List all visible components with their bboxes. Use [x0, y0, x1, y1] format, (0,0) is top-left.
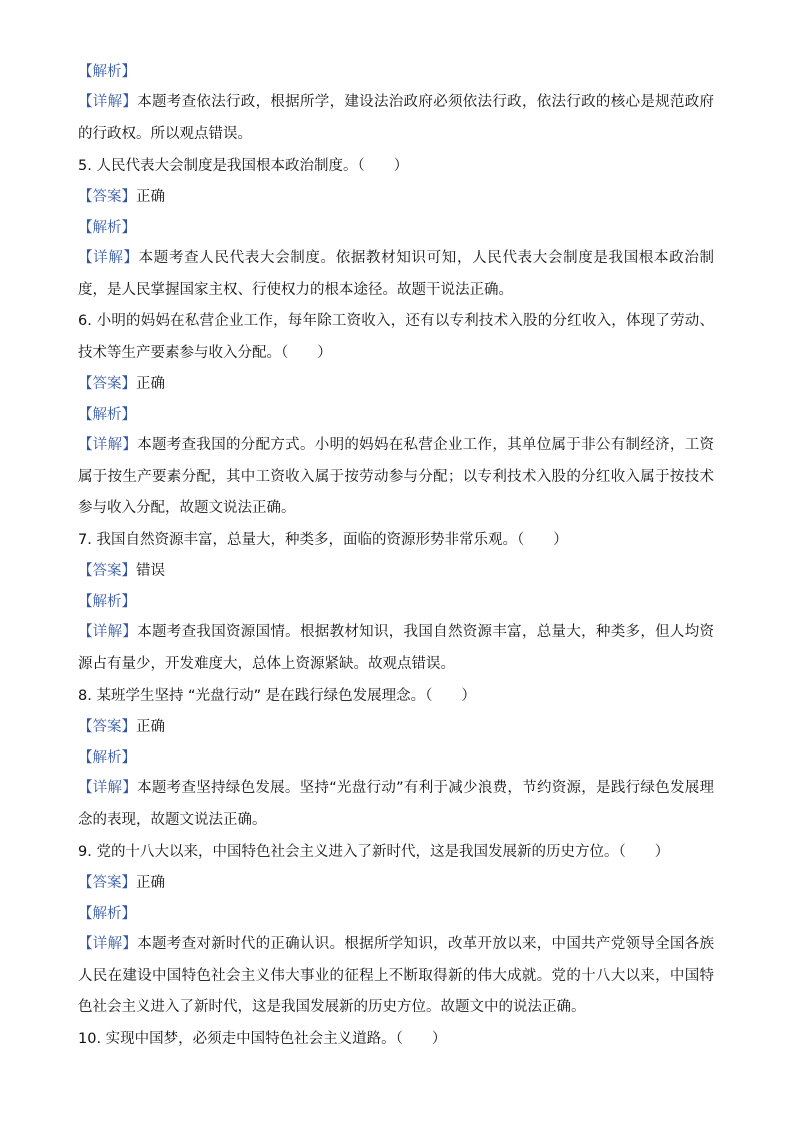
- answer-row: [78, 562, 754, 580]
- analysis-label: 【解析】: [78, 220, 136, 236]
- detail-paragraph: [78, 929, 714, 1024]
- detail-label: 【详解】: [78, 437, 138, 453]
- answer-row: [78, 188, 754, 206]
- question-9: 9. 党的十八大以来，中国特色社会主义进入了新时代，这是我国发展新的历史方位。（ ）: [78, 844, 670, 860]
- analysis-label: 【解析】: [78, 407, 136, 423]
- answer-value: 正确: [136, 376, 165, 392]
- detail-text: 本题考查我国的分配方式。小明的妈妈在私营企业工作，其单位属于非公有制经济，工资属于按生产要素分配，其中工资收入属于按劳动参与分配；以专利技术入股的分红收入属于按技术参与收入分配，故题文说法正确。: [78, 437, 715, 516]
- answer-row: [78, 375, 754, 393]
- detail-paragraph: [78, 773, 714, 836]
- detail-label: 【详解】: [78, 624, 138, 640]
- answer-label: 【答案】: [78, 719, 136, 735]
- answer-value: 正确: [136, 719, 165, 735]
- analysis-label: 【解析】: [78, 906, 136, 922]
- analysis-label: 【解析】: [78, 64, 136, 80]
- detail-paragraph: [78, 243, 714, 306]
- analysis-label: 【解析】: [78, 594, 136, 610]
- detail-label: 【详解】: [78, 94, 138, 110]
- question-5: 5. 人民代表大会制度是我国根本政治制度。（ ）: [78, 158, 409, 174]
- analysis-label: 【解析】: [78, 750, 136, 766]
- detail-paragraph: [78, 617, 714, 680]
- answer-label: 【答案】: [78, 189, 136, 205]
- question-6: 6. 小明的妈妈在私营企业工作，每年除工资收入，还有以专利技术入股的分红收入，体现了劳动、技术等生产要素参与收入分配。（ ）: [78, 313, 714, 361]
- answer-value: 错误: [136, 563, 165, 579]
- detail-label: 【详解】: [78, 250, 139, 266]
- question-10: 10. 实现中国梦，必须走中国特色社会主义道路。（ ）: [78, 1031, 447, 1047]
- answer-row: [78, 718, 754, 736]
- detail-text: 本题考查对新时代的正确认识。根据所学知识，改革开放以来，中国共产党领导全国各族人民在建设中国特色社会主义伟大事业的征程上不断取得新的伟大成就。党的十八大以来，中国特色社会主义进入了新时代，这是我国发展新的历史方位。故题文中的说法正确。: [78, 936, 715, 1015]
- question-8: 8. 某班学生坚持 “光盘行动” 是在践行绿色发展理念。（ ）: [78, 688, 476, 704]
- answer-label: 【答案】: [78, 376, 136, 392]
- detail-text: 本题考查我国资源国情。根据教材知识，我国自然资源丰富，总量大，种类多，但人均资源占有量少，开发难度大，总体上资源紧缺。故观点错误。: [78, 624, 715, 672]
- detail-text: 本题考查人民代表大会制度。依据教材知识可知，人民代表大会制度是我国根本政治制度，是人民掌握国家主权、行使权力的根本途径。故题干说法正确。: [78, 250, 715, 298]
- detail-paragraph: [78, 430, 714, 525]
- detail-label: 【详解】: [78, 936, 138, 952]
- detail-text: 本题考查依法行政，根据所学，建设法治政府必须依法行政，依法行政的核心是规范政府的行政权。所以观点错误。: [78, 94, 715, 142]
- answer-row: [78, 874, 754, 892]
- answer-label: 【答案】: [78, 563, 136, 579]
- question-7: 7. 我国自然资源丰富，总量大，种类多，面临的资源形势非常乐观。（ ）: [78, 532, 568, 548]
- answer-label: 【答案】: [78, 875, 136, 891]
- detail-label: 【详解】: [78, 780, 138, 796]
- answer-value: 正确: [136, 875, 165, 891]
- detail-text: 本题考查坚持绿色发展。坚持“光盘行动”有利于减少浪费，节约资源，是践行绿色发展理念的表现，故题文说法正确。: [78, 780, 715, 828]
- answer-value: 正确: [136, 189, 165, 205]
- detail-paragraph: [78, 87, 714, 150]
